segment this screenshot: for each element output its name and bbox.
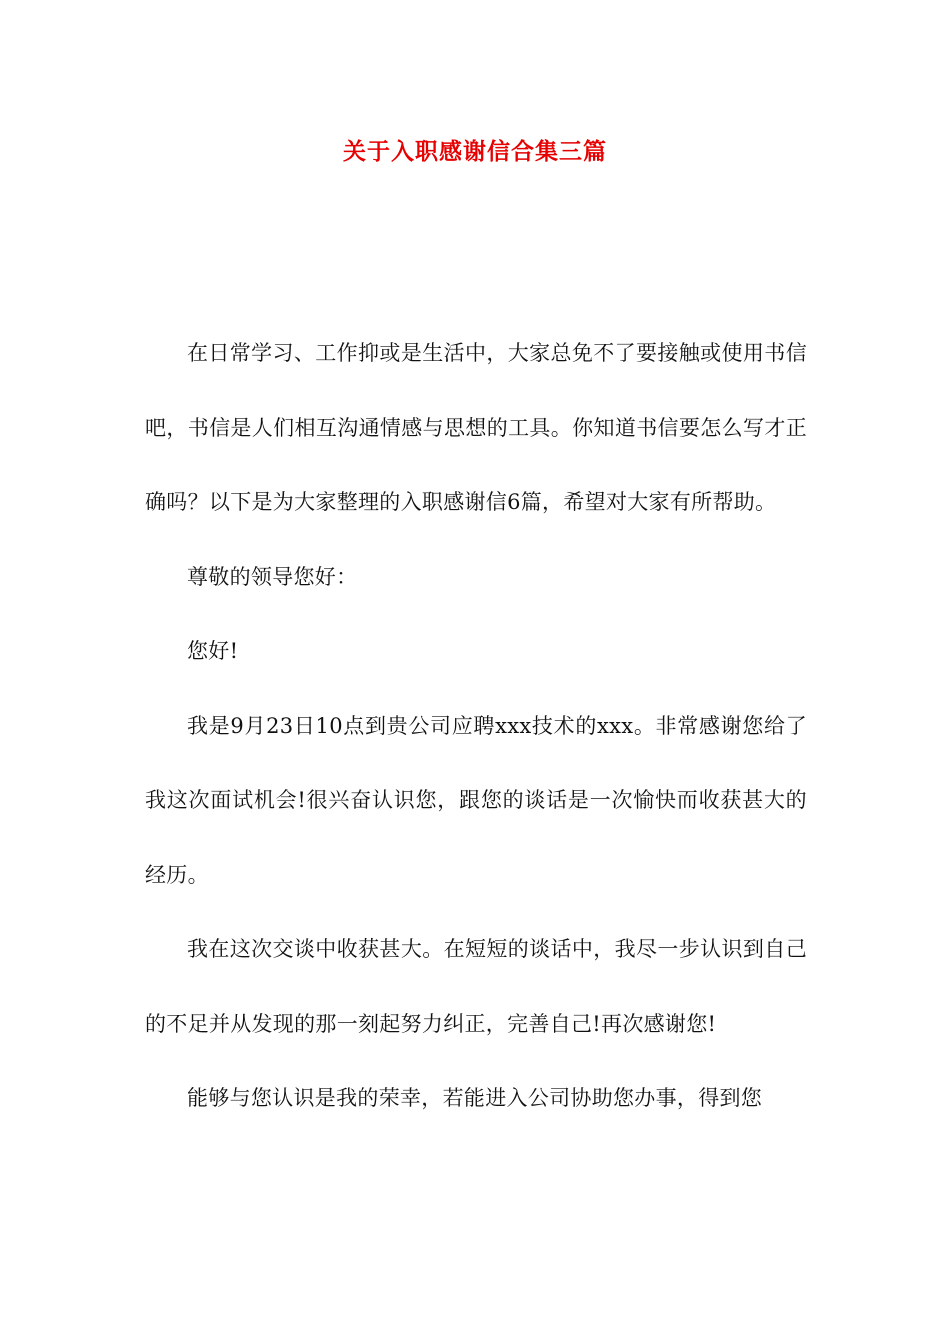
paragraph-gains: 我在这次交谈中收获甚大。在短短的谈话中，我尽一步认识到自己的不足并从发现的那一刻起努力纠正，完善自己!再次感谢您! — [145, 937, 807, 1036]
paragraph-salutation: 尊敬的领导您好： — [187, 564, 358, 589]
document-body — [145, 316, 807, 1136]
document-title: 关于入职感谢信合集三篇 — [343, 138, 607, 165]
paragraph-honor: 能够与您认识是我的荣幸，若能进入公司协助您办事，得到您 — [187, 1086, 763, 1110]
paragraph-intro: 在日常学习、工作抑或是生活中，大家总免不了要接触或使用书信吧，书信是人们相互沟通情感与思想的工具。你知道书信要怎么写才正确吗？以下是为大家整理的入职感谢信6篇，希望对大家有所帮助。 — [145, 341, 807, 514]
paragraph-interview: 我是9月23日10点到贵公司应聘xxx技术的xxx。非常感谢您给了我这次面试机会!很兴奋认识您，跟您的谈话是一次愉快而收获甚大的经历。 — [145, 713, 807, 887]
paragraph-greeting: 您好! — [187, 639, 239, 663]
